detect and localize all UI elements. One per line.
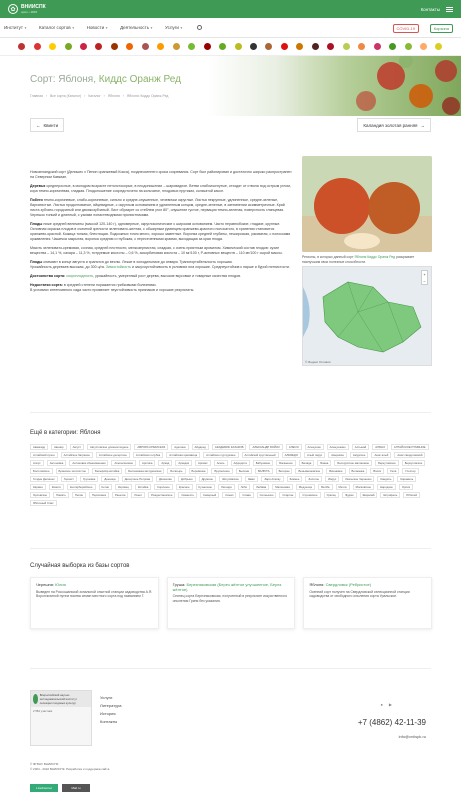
nav-item-activity[interactable]: Деятельность▼ [120, 25, 154, 30]
fruit-category-icon[interactable] [405, 43, 412, 50]
category-tag[interactable]: Алтынай [352, 444, 369, 450]
category-tags [30, 444, 432, 506]
apple-photo-image [302, 156, 432, 252]
category-tag[interactable]: Горнист [61, 476, 77, 482]
category-tag[interactable]: Ранетка [112, 492, 128, 498]
intro-paragraph: Новозеландский сорт (Делишес х Пепин оранжевый Кокса), позднеосеннего срока созревания. Сорт был районирован и достаточно широко распространен на Северном Кавказе. [30, 170, 292, 179]
category-tag[interactable]: Красное [176, 484, 193, 490]
category-tag[interactable]: Алтайский купон [30, 452, 58, 458]
category-tag[interactable]: Орловское [30, 492, 50, 498]
hero-banner [0, 56, 461, 116]
fruit-category-icon[interactable] [219, 43, 226, 50]
footer-link[interactable]: Услуги [100, 695, 113, 700]
category-tag[interactable]: Апельсиновое [111, 460, 136, 466]
category-tag[interactable]: Имрус [325, 476, 339, 482]
category-tag[interactable]: Апорт [30, 460, 44, 466]
category-tag[interactable]: Заря Алатау [261, 476, 283, 482]
vk-icon[interactable]: ● [380, 702, 383, 707]
divider [30, 548, 431, 549]
random-title: Случайная выборка из базы сортов [30, 563, 130, 569]
category-tag[interactable]: Авенир [51, 444, 67, 450]
basket-button[interactable]: Корзина [430, 24, 453, 33]
category-tag[interactable]: Аромат [195, 460, 211, 466]
category-tag[interactable]: ВАЛЮТА [255, 468, 273, 474]
category-tag[interactable]: Фуджи [342, 492, 357, 498]
category-tag[interactable]: Зимнее [287, 476, 303, 482]
search-icon[interactable] [197, 25, 202, 30]
category-tag[interactable]: Дружное [199, 476, 216, 482]
category-tag[interactable]: Алый парус [304, 452, 325, 458]
fruit-category-icon[interactable] [435, 43, 442, 50]
variety-link[interactable]: Юлия [55, 582, 66, 587]
logo-title: ВНИИСПК [21, 3, 46, 10]
category-tag[interactable]: Июльское Черненко [342, 476, 374, 482]
shoots-paragraph: Побеги темно-коричневые, слабо-коричневые, сильно и средне-опушенные, чечевички округлые. Листья некрупные, удлиненные, средне-зеленые, бархатистые. Листья продолговатые, яйцевидные, с округлым основанием и удлиненным концом, средне-зеленые, в затемнении асимметричные. Край листа зубчато-городчатый или двоякозубчатый. Лист образует со стеблем угол 80°, опушение густое, нервация темно-зеленая, поверхность глянцевая. Черешок тонкий и длинный, с узкими лопастевидными прилистниками. [30, 198, 285, 217]
fruit-category-icon[interactable] [343, 43, 350, 50]
category-tag[interactable]: Баяна [317, 460, 331, 466]
fruit-category-icon[interactable] [80, 43, 87, 50]
fruit-category-icon[interactable] [250, 43, 257, 50]
social-widget[interactable]: Всероссийский научно-исследовательский институт селекции плодовых культур 2 581 участник [30, 690, 92, 746]
category-tag[interactable]: Былина [236, 468, 252, 474]
fruit-category-icon[interactable] [374, 43, 381, 50]
fruits-paragraph: Плоды ниже средней величины (массой 120-140 г), одномерные, округлоконические с широким основанием. Часто неравнобокие, гладкие, крупные. Основная окраска плодов в съемной зрелости зеленовато-желтая, с обширным румянцем оранжево-красного полосатого, в хранении становится оранжево-красной. Кожица тонкая, блестящая. Подкожных точек много, хорошо заметные. Воронка средней глубины, нешироская, узковатая, с полосками оржавления. Чашечка закрытая, воронка средняя и глубокая, с пересеченными краями, выходящая за края плода. [30, 222, 291, 241]
counter-badge[interactable]: LiveInternet [30, 784, 58, 792]
category-tag[interactable]: Юбилей [403, 492, 420, 498]
arrow-right-icon: → [420, 122, 425, 128]
category-tag[interactable]: Легенда [218, 484, 235, 490]
category-tag[interactable]: Грушовка [80, 476, 98, 482]
category-tag[interactable]: АЛЬБЕДО [282, 452, 301, 458]
winter-hardiness-link[interactable]: Зимостойкость [105, 265, 131, 269]
category-tag[interactable]: Любава [253, 484, 269, 490]
top-bar [0, 0, 461, 18]
site-logo[interactable] [8, 4, 46, 14]
category-tag[interactable]: Коричное [154, 484, 172, 490]
fruit-category-bar [0, 38, 461, 56]
category-tag[interactable]: Китайка [135, 484, 151, 490]
category-tag[interactable]: Орлик [399, 484, 413, 490]
footer-phone[interactable]: +7 (4862) 42-11-39 [357, 718, 426, 727]
category-tag[interactable]: Денница [101, 476, 118, 482]
divider [30, 668, 431, 669]
category-tag[interactable]: Медуница [296, 484, 315, 490]
category-tag[interactable]: Баганенок [276, 460, 295, 466]
group-logo-icon [33, 694, 38, 704]
fruit-category-icon[interactable] [95, 43, 102, 50]
category-tag[interactable]: Добрыня [178, 476, 196, 482]
category-tag[interactable]: Кармен [30, 484, 46, 490]
category-tag[interactable]: Алтайский хрустальный [242, 452, 279, 458]
category-tag[interactable]: Северный [200, 492, 219, 498]
category-tag[interactable]: Асель [214, 460, 228, 466]
category-tag[interactable]: АЛМАЗ [372, 444, 388, 450]
divider [30, 412, 431, 413]
category-tag[interactable]: Завет [245, 476, 258, 482]
page-title: Сорт: Яблоня, Киддс Оранж Ред [30, 74, 181, 85]
category-tag[interactable]: Алтайская голубка [133, 452, 163, 458]
footer-links [100, 694, 122, 726]
tree-paragraph: Деревья среднерослые, в молодом возрасте нетолстокорые, в плодоношении – шаровидное. Ветви слабоизогнутые, отходят от ствола под острым углом, кора темно-коричневая, гладкая. Плодоношение сосредоточено на кольчатке, плодовых прутиках, кольчатой кассе. [30, 184, 291, 193]
category-tag[interactable]: Беркутовское [375, 460, 399, 466]
category-tag[interactable]: Беркутовское [402, 460, 426, 466]
youtube-icon[interactable]: ▶ [388, 702, 392, 707]
category-tag[interactable]: АЛЕСЯ [286, 444, 302, 450]
counters [30, 784, 90, 792]
category-tag[interactable]: Вэлси [370, 468, 384, 474]
variety-photo[interactable] [302, 156, 432, 252]
map-footer: © Яндекс Условия [305, 360, 331, 364]
category-tag[interactable]: Аркад [158, 460, 172, 466]
breadcrumb-item: Яблоня: Киддс Оранж Ред [126, 94, 169, 98]
fruit-category-icon[interactable] [49, 43, 56, 50]
fruit-category-icon[interactable] [18, 43, 25, 50]
breadcrumb-item[interactable]: Каталог [88, 94, 101, 98]
category-tag[interactable]: Малиновка [272, 484, 293, 490]
category-tag[interactable]: Рождественское [148, 492, 175, 498]
category-tag[interactable]: Аркадик [175, 460, 192, 466]
category-tag[interactable]: Волжанка [349, 468, 368, 474]
apples-background-image [261, 56, 461, 116]
flesh-paragraph: Мякоть зеленовато-кремовая, сочная, средней плотности, мелкозернистая, сладкая, с очень приятным ароматом. Химический состав плодов: сухие вещества – 14,1 %, сахара – 11,3 %, титруемые кислоты – 0,6 %, аскорбиновая кислота – 10 мг/100 г, Р-активных веществ – 110 мг/100 г сырой массы. [30, 246, 283, 255]
fruit-category-icon[interactable] [235, 43, 242, 50]
category-tag[interactable]: Пепин [72, 492, 86, 498]
fruit-category-icon[interactable] [111, 43, 118, 50]
category-tag[interactable]: Кетни [99, 484, 112, 490]
regions-map[interactable] [302, 266, 432, 366]
arrow-left-icon: ← [36, 122, 41, 128]
category-tag[interactable]: Кировец [115, 484, 132, 490]
category-tag[interactable]: Богатырь [167, 468, 185, 474]
category-tag[interactable]: Синап [222, 492, 236, 498]
category-tag[interactable]: Айдаред [192, 444, 209, 450]
category-tag[interactable]: Джонатан [156, 476, 175, 482]
category-tag[interactable]: Боровинка [189, 468, 209, 474]
fruit-category-icon[interactable] [281, 43, 288, 50]
category-tag[interactable]: Америкэн [328, 452, 347, 458]
menu-icon[interactable] [446, 7, 453, 12]
category-tag[interactable]: Алтайское пурпуровое [203, 452, 238, 458]
breadcrumb-item[interactable]: Все сорта (Каталог) [50, 94, 82, 98]
breadcrumb-item[interactable]: Главная [30, 94, 43, 98]
covid-button[interactable]: COVID-19 [393, 24, 419, 33]
counter-badge[interactable]: Mail.ru [62, 784, 90, 792]
category-tag[interactable]: Августовское длинноплодное [87, 444, 131, 450]
category-tag[interactable]: Голден Делишес [30, 476, 58, 482]
category-tag[interactable]: Веньяминовское [295, 468, 323, 474]
category-tag[interactable]: Амурское [350, 452, 369, 458]
category-tag[interactable]: Аленушкино [327, 444, 349, 450]
category-tag[interactable]: Анис свердловский [394, 452, 425, 458]
nav-item-news[interactable]: Новости▼ [86, 25, 109, 30]
region-map-shape [303, 267, 432, 366]
category-tag[interactable]: Солнышко [257, 492, 277, 498]
footer [30, 690, 432, 800]
category-tag[interactable]: Аделина [171, 444, 188, 450]
fruit-category-icon[interactable] [296, 43, 303, 50]
category-tag[interactable]: Антоновка [47, 460, 67, 466]
category-tag[interactable]: Кентерберийское [67, 484, 96, 490]
fruit-category-icon[interactable] [358, 43, 365, 50]
random-card[interactable]: Яблоня: Свердловск (Ребристое) Осенний сорт получен на Свердловской селекционной станции садоводства от свободного опыления сорта Уральское. [303, 577, 432, 629]
fruit-category-icon[interactable] [173, 43, 180, 50]
variety-link[interactable]: Яблоня Киддс Оранж Ред [354, 255, 396, 259]
category-tag[interactable]: Брянское золотистое [56, 468, 89, 474]
breadcrumb-item[interactable]: Яблоня [107, 94, 120, 98]
category-tag[interactable]: Афродита [231, 460, 250, 466]
category-tag[interactable]: Кузнечное [196, 484, 215, 490]
random-card[interactable]: Груша: Березняковская (Берез жёлтое улучшенное, Берез жёлтое) Сеянец сорта Березняковская, полученный в результате искусственного опыления Гриня без указания. [167, 577, 296, 629]
category-tag[interactable]: Бабушкино [253, 460, 273, 466]
category-tag[interactable]: Белорусское малиновое [334, 460, 372, 466]
category-tag[interactable]: Строевское [299, 492, 320, 498]
fruit-category-icon[interactable] [188, 43, 195, 50]
category-tag[interactable]: Мелба [318, 484, 333, 490]
category-tag[interactable]: Лобо [238, 484, 251, 490]
footer-link[interactable]: Контакты [100, 719, 118, 724]
logo-subtitle: орёл • 1845 [21, 9, 38, 14]
fruit-category-icon[interactable] [34, 43, 41, 50]
variety-link[interactable]: Свердловск (Ребристое) [325, 582, 372, 587]
category-tag[interactable]: Спартан [279, 492, 296, 498]
category-tag[interactable]: Вишнёвое [326, 468, 345, 474]
use-paragraph: Плоды снимают в конце августа и хранятся до весны. Лежат в холодильнике до января. Транспортабельность хорошая. Урожайность деревьев высокая, до 300 ц/га. Зимостойкость и засухоустойчивость в условиях юга хорошие. Среднеустойчив к парше и бурой пятнистости. [30, 260, 290, 269]
category-tag[interactable]: Антоновка обыкновенная [69, 460, 108, 466]
category-tag[interactable]: Яблочный Спас [30, 500, 57, 506]
fruit-category-icon[interactable] [327, 43, 334, 50]
breadcrumb: Главная › Все сорта (Каталог) › Каталог › Яблоня › Яблоня: Киддс Оранж Ред [30, 94, 169, 98]
category-tag[interactable]: АЛЕКСАНДР БОЙКО [249, 444, 282, 450]
fruit-category-icon[interactable] [126, 43, 133, 50]
category-tag[interactable]: Ветеран [276, 468, 293, 474]
category-tag[interactable]: Московское [353, 484, 374, 490]
category-tag[interactable]: Память [53, 492, 69, 498]
category-tag[interactable]: Мечта [336, 484, 350, 490]
logo-icon: ✿ [8, 4, 18, 14]
category-tag[interactable]: Аленушка [305, 444, 324, 450]
random-varieties-section [30, 563, 432, 629]
widget-members: 2 581 участник [33, 709, 53, 713]
category-tag[interactable]: Алтайское багряное [61, 452, 93, 458]
category-tag[interactable]: АВРОРА КРЫМСКАЯ [134, 444, 168, 450]
fruit-category-icon[interactable] [142, 43, 149, 50]
category-tag[interactable]: Болотовское [30, 468, 53, 474]
fruit-category-icon[interactable] [265, 43, 272, 50]
category-tag[interactable]: Золотое [305, 476, 322, 482]
merits-paragraph: Достоинства сорта: скороплодность, урожайность, умеренный рост дерева, высокие вкусовые и товарные качества плодов. [30, 274, 241, 278]
category-tag[interactable]: Квинти [49, 484, 64, 490]
footer-link[interactable]: История [100, 711, 116, 716]
category-tag[interactable]: Свежесть [178, 492, 197, 498]
category-tag[interactable]: Глостер [402, 468, 418, 474]
social-icons [381, 702, 393, 707]
category-tag[interactable]: Штрифель [380, 492, 400, 498]
category-tag[interactable]: Ренет [131, 492, 145, 498]
category-tag[interactable]: АЛТАЙСКОЕ РУМЯНОЕ [391, 444, 429, 450]
flaws-paragraph: Недостатки сорта: в средней степени поражается грибковыми болезнями. В условиях интенсивного сада часто проявляет неустойчивость признаков и хорошие результаты. [30, 283, 195, 292]
copyright: © ФГБНУ ВНИИСПК © 2004 - 2022 ВНИИСПК. Разработка и поддержка сайта. [30, 762, 111, 771]
fruit-category-icon[interactable] [157, 43, 164, 50]
variety-link[interactable]: Березняковская (Берез жёлтое улучшенное, Берез жёлтое) [172, 582, 282, 592]
category-title: Ещё в категории: Яблоня [30, 430, 101, 436]
prev-variety-button[interactable]: ← Квинти [30, 118, 64, 132]
category-tag[interactable]: Персиянка [89, 492, 109, 498]
category-tag[interactable]: Анис алый [371, 452, 391, 458]
variety-description [30, 170, 292, 297]
footer-email[interactable]: info@vniispk.ru [398, 734, 426, 739]
main-nav [0, 18, 461, 38]
category-tag[interactable]: Слава [239, 492, 253, 498]
category-tag[interactable]: Кандиль [377, 476, 394, 482]
category-tag[interactable]: Бельфлёр-китайка [92, 468, 122, 474]
fruit-category-icon[interactable] [204, 43, 211, 50]
map-caption: Регионы, в которых данный сорт Яблоня Киддс Оранж Ред раскрывает наилучшим свои полезные способности. [302, 255, 415, 264]
category-tag[interactable]: Алтайское десертное [96, 452, 130, 458]
nav-item-catalog[interactable]: Каталог сортов▼ [38, 25, 75, 30]
category-tag[interactable]: Алтайская красавица [166, 452, 200, 458]
category-tag[interactable]: Шарапай [360, 492, 378, 498]
category-tag[interactable]: Жигулёвское [219, 476, 242, 482]
category-section [30, 430, 432, 506]
nav-item-institute[interactable]: Институт▼ [4, 25, 27, 30]
category-tag[interactable]: Десертное Петрова [122, 476, 154, 482]
nav-item-services[interactable]: Услуги▼ [165, 25, 183, 30]
map-zoom-control[interactable]: + − [421, 270, 428, 285]
category-tag[interactable]: Брусничное [211, 468, 232, 474]
category-tag[interactable]: Балада [299, 460, 315, 466]
footer-link[interactable]: Литература [100, 703, 122, 708]
fruit-category-icon[interactable] [312, 43, 319, 50]
category-tag[interactable]: Народное [377, 484, 396, 490]
category-tag[interactable]: Уралец [324, 492, 340, 498]
category-tag[interactable]: Гала [387, 468, 399, 474]
precocity-link[interactable]: скороплодность [66, 274, 94, 278]
category-tag[interactable]: Август [70, 444, 84, 450]
category-tag[interactable]: Карамель [397, 476, 416, 482]
category-tag[interactable]: Бессемянка мичуринская [125, 468, 164, 474]
contacts-link[interactable]: Контакты [420, 6, 440, 12]
fruit-category-icon[interactable] [389, 43, 396, 50]
category-tag[interactable]: Авангард [30, 444, 48, 450]
next-variety-button[interactable]: Каландия золотая ранняя → [357, 118, 431, 132]
category-tag[interactable]: Арктика [139, 460, 155, 466]
random-card[interactable]: Черешня: Юлия Выведен на Россошанской зональной опытной станции садоводства А.Я. Ворончихиной путем посева семян местного сорта под названием Г. [30, 577, 159, 629]
fruit-category-icon[interactable] [65, 43, 72, 50]
fruit-category-icon[interactable] [420, 43, 427, 50]
category-tag[interactable]: АКАДЕМИК КАЗАКОВ [212, 444, 247, 450]
